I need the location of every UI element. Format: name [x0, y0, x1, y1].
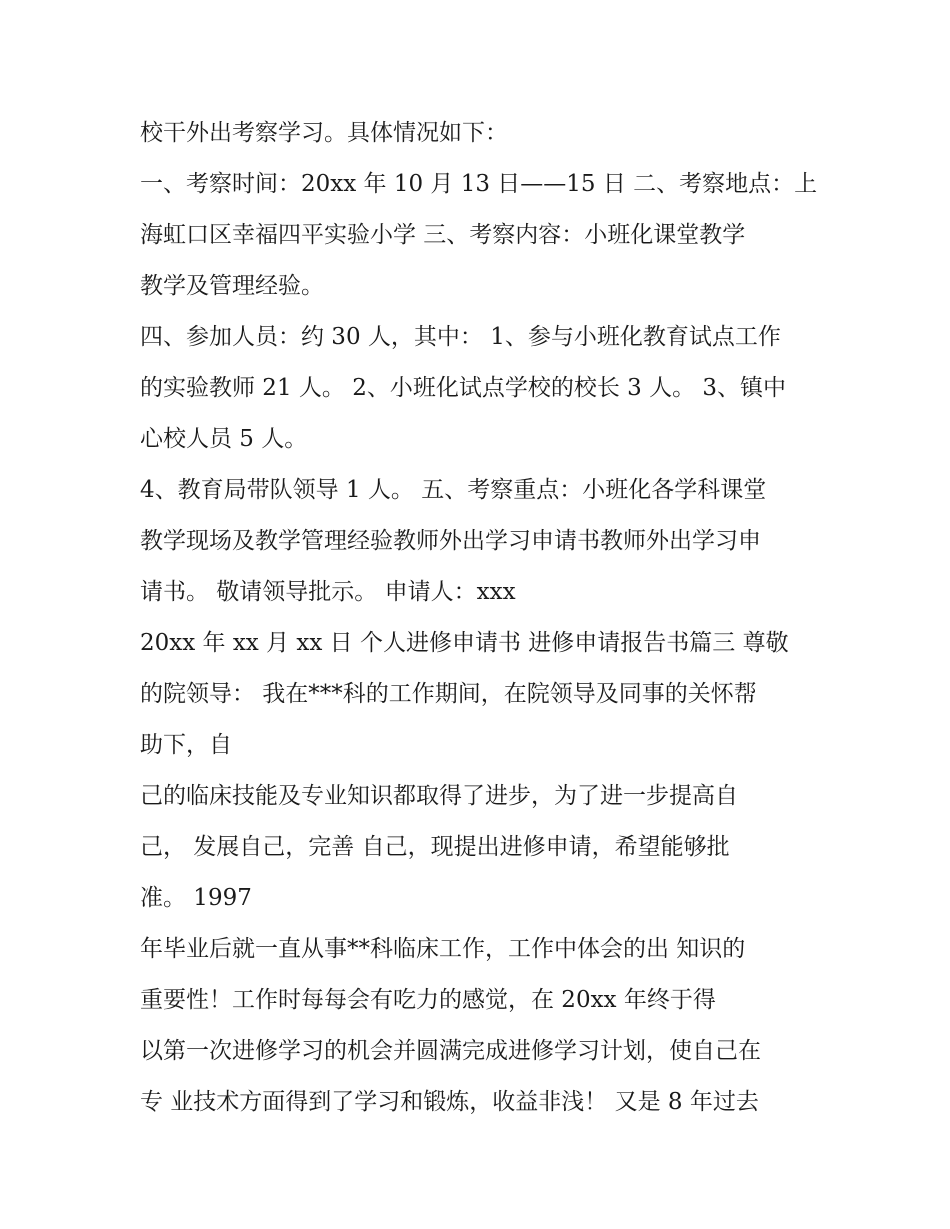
- text-line: 专 业技术方面得到了学习和锻炼，收益非浅！ 又是 8 年过去: [140, 1089, 759, 1115]
- text-line: 准。 1997: [140, 885, 252, 911]
- text-line: 教学及管理经验。: [140, 273, 324, 299]
- text-line: 20xx 年 xx 月 xx 日 个人进修申请书 进修申请报告书篇三 尊敬: [140, 630, 789, 656]
- text-line: 海虹口区幸福四平实验小学 三、考察内容：小班化课堂教学: [140, 222, 746, 248]
- text-line: 一、考察时间：20xx 年 10 月 13 日——15 日 二、考察地点：上: [140, 171, 818, 197]
- text-line: 的院领导： 我在***科的工作期间，在院领导及同事的关怀帮: [140, 681, 757, 707]
- document-body: [140, 108, 820, 1128]
- text-line: 年毕业后就一直从事**科临床工作，工作中体会的出 知识的: [140, 936, 746, 962]
- text-line: 助下，自: [140, 732, 232, 758]
- text-line: 请书。 敬请领导批示。 申请人：xxx: [140, 579, 516, 605]
- text-line: 己的临床技能及专业知识都取得了进步，为了进一步提高自: [140, 783, 738, 809]
- text-line: 的实验教师 21 人。 2、小班化试点学校的校长 3 人。 3、镇中: [140, 375, 787, 401]
- text-line: 重要性！工作时每每会有吃力的感觉，在 20xx 年终于得: [140, 987, 716, 1013]
- text-line: 己， 发展自己，完善 自己，现提出进修申请，希望能够批: [140, 834, 730, 860]
- text-line: 校干外出考察学习。具体情况如下：: [140, 120, 508, 146]
- text-line: 以第一次进修学习的机会并圆满完成进修学习计划，使自己在: [140, 1038, 761, 1064]
- text-line: 教学现场及教学管理经验教师外出学习申请书教师外出学习申: [140, 528, 761, 554]
- text-line: 心校人员 5 人。: [140, 426, 308, 452]
- text-line: 4、教育局带队领导 1 人。 五、考察重点：小班化各学科课堂: [140, 477, 767, 503]
- text-line: 四、参加人员：约 30 人，其中： 1、参与小班化教育试点工作: [140, 324, 781, 350]
